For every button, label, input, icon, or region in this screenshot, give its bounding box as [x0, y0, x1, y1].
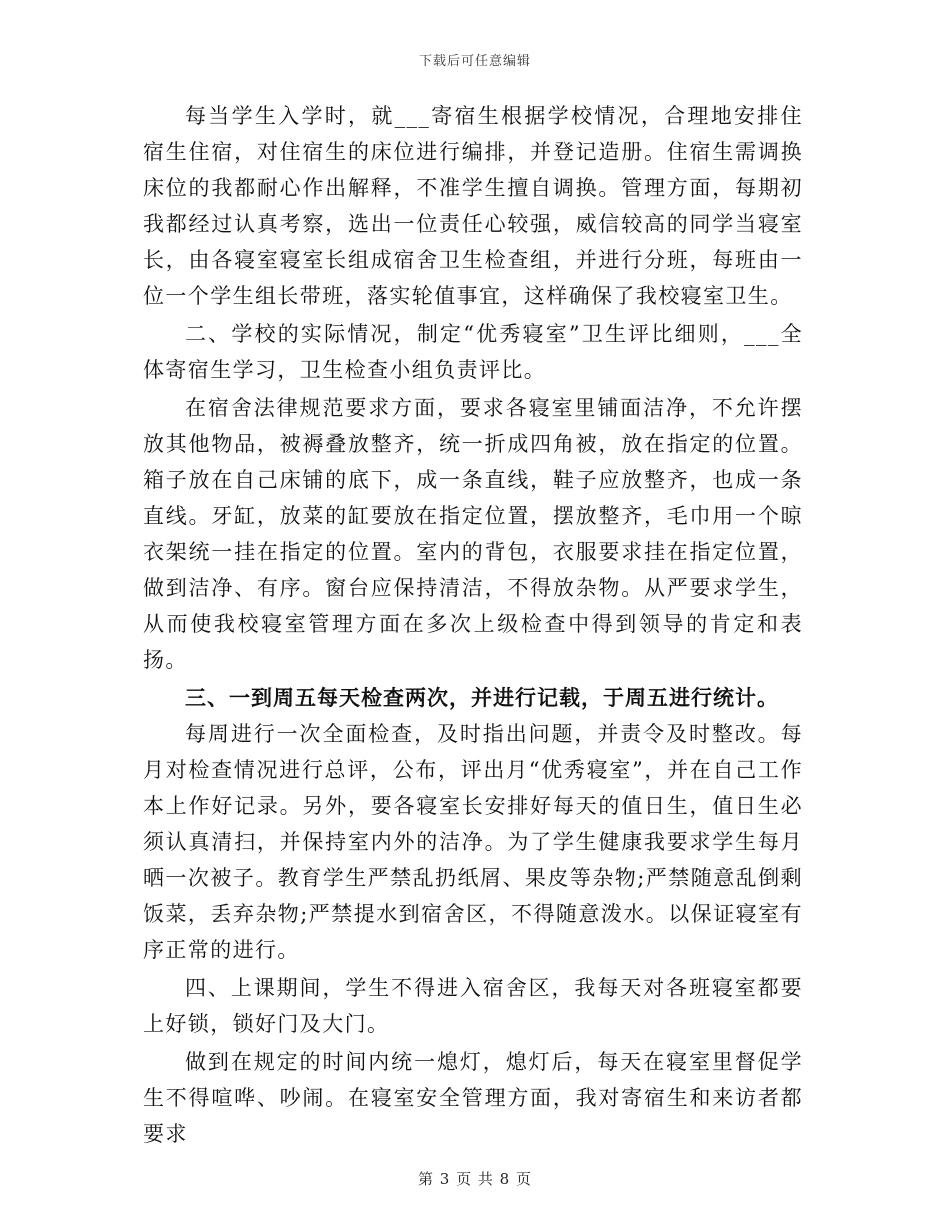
page-header-note: 下载后可任意编辑 [418, 54, 531, 69]
page-number-footer: 第 3 页 共 8 页 [418, 1170, 532, 1188]
paragraph-dorm-standards: 在宿舍法律规范要求方面，要求各寝室里铺面洁净，不允许摆放其他物品，被褥叠放整齐，统一折成四角被，放在指定的位置。箱子放在自己床铺的底下，成一条直线，鞋子应放整齐，也成一条直线。牙缸，放菜的缸要放在指定位置，摆放整齐，毛巾用一个晾衣架统一挂在指定的位置。室内的背包，衣服要求挂在指定位置，做到洁净、有序。窗台应保持清洁，不得放杂物。从严要求学生，从而使我校寝室管理方面在多次上级检查中得到领导的肯定和表扬。 [143, 396, 803, 672]
paragraph-weekly-inspection: 每周进行一次全面检查，及时指出问题，并责令及时整改。每月对检查情况进行总评，公布，评出月“优秀寝室”，并在自己工作本上作好记录。另外，要各寝室长安排好每天的值日生，值日生必须认真清扫，并保持室内外的洁净。为了学生健康我要求学生每月晒一次被子。教育学生严禁乱扔纸屑、果皮等杂物;严禁随意乱倒剩饭菜，丢弃杂物;严禁提水到宿舍区，不得随意泼水。以保证寝室有序正常的进行。 [143, 722, 803, 962]
paragraph-section-four: 四、上课期间，学生不得进入宿舍区，我每天对各班寝室都要上好锁，锁好门及大门。 [143, 976, 803, 1036]
document-body [143, 98, 803, 1152]
paragraph-lights-out: 做到在规定的时间内统一熄灯，熄灯后，每天在寝室里督促学生不得喧哗、吵闹。在寝室安全管理方面，我对寄宿生和来访者都要求 [143, 1050, 803, 1146]
paragraph-section-two: 二、学校的实际情况，制定“优秀寝室”卫生评比细则，___全体寄宿生学习，卫生检查小组负责评比。 [143, 322, 803, 382]
section-three-heading: 三、一到周五每天检查两次，并进行记载，于周五进行统计。 [185, 685, 779, 710]
paragraph-dorm-arrangement: 每当学生入学时，就___寄宿生根据学校情况，合理地安排住宿生住宿，对住宿生的床位进行编排，并登记造册。住宿生需调换床位的我都耐心作出解释，不准学生擅自调换。管理方面，每期初我都经过认真考察，选出一位责任心较强，威信较高的同学当寝室长，由各寝室寝室长组成宿舍卫生检查组，并进行分班，每班由一位一个学生组长带班，落实轮值事宜，这样确保了我校寝室卫生。 [143, 104, 803, 308]
